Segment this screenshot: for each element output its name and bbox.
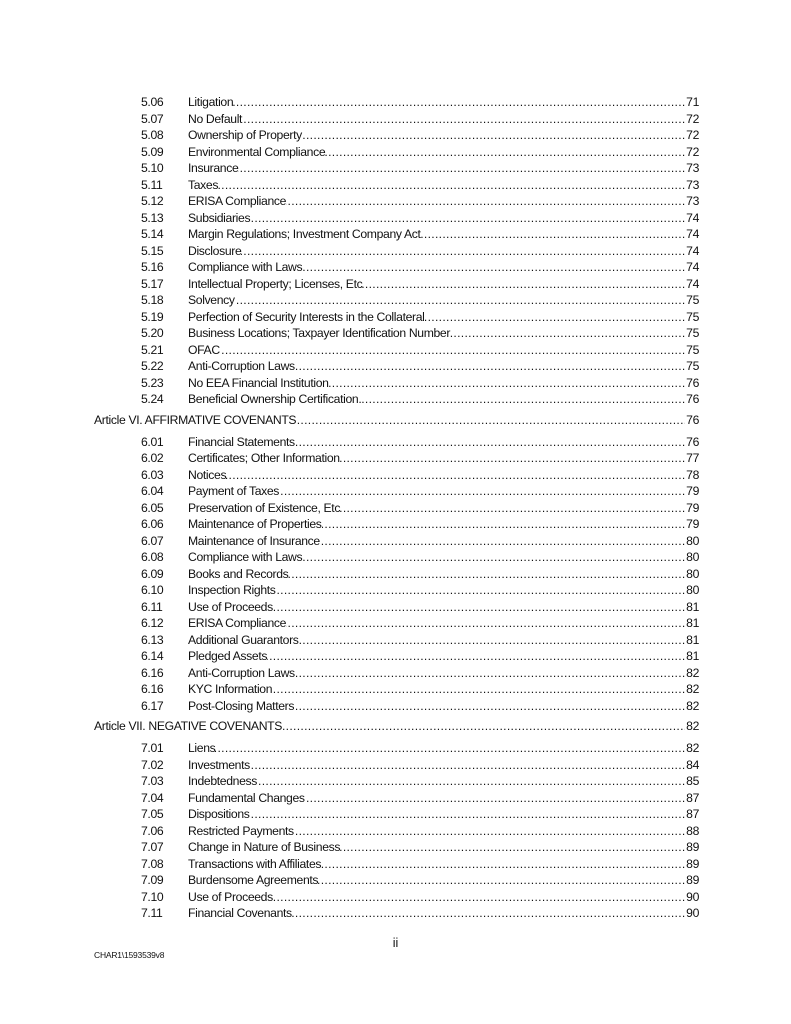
toc-entry-number: 5.18 bbox=[141, 293, 164, 307]
toc-entry-number: 5.07 bbox=[141, 111, 164, 126]
toc-entry-number: 5.20 bbox=[141, 326, 164, 340]
toc-entry-number: 7.08 bbox=[141, 856, 164, 871]
toc-entry-title-wrap bbox=[188, 648, 698, 665]
toc-entry-page: 85 bbox=[686, 774, 699, 788]
toc-entry-title: Certificates; Other Information bbox=[188, 451, 340, 465]
toc-entry-title-wrap bbox=[188, 467, 698, 484]
toc-entry-title-wrap bbox=[188, 582, 698, 599]
toc-entry-title: Business Locations; Taxpayer Identification Number bbox=[188, 326, 451, 340]
toc-entry-title-wrap bbox=[188, 276, 698, 293]
toc-entry-title-wrap bbox=[188, 292, 698, 309]
toc-entry-title: Notices bbox=[188, 467, 227, 482]
toc-entry[interactable] bbox=[0, 276, 791, 293]
toc-entry-page: 80 bbox=[686, 533, 699, 548]
toc-entry-title: Investments bbox=[188, 757, 250, 772]
toc-entry[interactable] bbox=[0, 358, 791, 375]
toc-entry-title-wrap bbox=[188, 193, 698, 210]
toc-entry-page: 79 bbox=[686, 517, 699, 531]
toc-group-article-7 bbox=[0, 740, 791, 922]
toc-entry-title: Financial Covenants bbox=[188, 906, 292, 920]
toc-entry-number: 6.16 bbox=[141, 682, 164, 696]
toc-entry-page: 75 bbox=[686, 293, 699, 307]
toc-entry[interactable] bbox=[0, 111, 791, 128]
toc-entry-title: Post-Closing Matters bbox=[188, 698, 295, 713]
document-id: CHAR1\1593539v8 bbox=[94, 950, 165, 960]
toc-entry-title: No Default bbox=[188, 111, 243, 126]
toc-entry-number: 6.16 bbox=[141, 665, 164, 680]
toc-entry[interactable] bbox=[0, 599, 791, 616]
toc-entry-number: 6.06 bbox=[141, 517, 164, 531]
toc-entry-title-wrap bbox=[188, 615, 698, 632]
toc-entry-page: 80 bbox=[686, 566, 699, 581]
toc-entry-number: 5.16 bbox=[141, 260, 164, 274]
toc-entry-title-wrap bbox=[188, 665, 698, 682]
toc-entry-title: Compliance with Laws bbox=[188, 260, 303, 274]
toc-entry-title: ERISA Compliance bbox=[188, 194, 287, 208]
toc-entry-number: 6.13 bbox=[141, 632, 164, 647]
toc-entry-number: 6.10 bbox=[141, 583, 164, 597]
toc-entry-page: 73 bbox=[686, 194, 699, 208]
toc-entry[interactable] bbox=[0, 839, 791, 856]
toc-entry-title-wrap bbox=[188, 856, 698, 873]
toc-entry-title: Disclosure bbox=[188, 243, 242, 258]
toc-entry-title: KYC Information bbox=[188, 682, 273, 696]
toc-entry-title-wrap bbox=[188, 889, 698, 906]
toc-entry-page: 80 bbox=[686, 583, 699, 597]
toc-entry-title-wrap bbox=[188, 516, 698, 533]
toc-entry-title: Additional Guarantors bbox=[188, 632, 299, 647]
toc-entry-page: 80 bbox=[686, 550, 699, 564]
toc-entry-page: 89 bbox=[686, 856, 699, 871]
toc-entry-title: Restricted Payments bbox=[188, 823, 294, 838]
toc-entry-page: 72 bbox=[686, 144, 699, 159]
toc-entry-title-wrap bbox=[188, 243, 698, 260]
toc-entry-number: 7.01 bbox=[141, 741, 164, 755]
toc-entry-title-wrap bbox=[188, 450, 698, 467]
toc-entry-page: 87 bbox=[686, 790, 699, 805]
toc-entry-title-wrap bbox=[188, 566, 698, 583]
toc-entry-page: 72 bbox=[686, 111, 699, 126]
toc-entry-number: 7.10 bbox=[141, 889, 164, 904]
toc-entry-title-wrap bbox=[188, 144, 698, 161]
toc-entry[interactable] bbox=[0, 533, 791, 550]
toc-entry-title: Environmental Compliance bbox=[188, 144, 326, 159]
toc-entry[interactable] bbox=[0, 226, 791, 243]
toc-entry[interactable] bbox=[0, 160, 791, 177]
toc-entry-title: Use of Proceeds bbox=[188, 889, 273, 904]
toc-entry-page: 89 bbox=[686, 840, 699, 854]
toc-entry-title-wrap bbox=[188, 434, 698, 451]
table-of-contents bbox=[0, 94, 791, 922]
toc-entry-title-wrap bbox=[188, 740, 698, 757]
toc-entry-page: 73 bbox=[686, 161, 699, 175]
toc-entry-title-wrap bbox=[94, 412, 698, 429]
toc-entry[interactable] bbox=[0, 856, 791, 873]
toc-entry-number: 5.15 bbox=[141, 243, 164, 258]
toc-entry-title-wrap bbox=[188, 177, 698, 194]
toc-entry-title: Pledged Assets bbox=[188, 649, 268, 663]
toc-entry[interactable] bbox=[0, 806, 791, 823]
toc-entry-title: Inspection Rights bbox=[188, 583, 276, 597]
toc-entry-title: ERISA Compliance bbox=[188, 616, 287, 630]
toc-entry[interactable] bbox=[0, 681, 791, 698]
toc-entry-number: 6.04 bbox=[141, 484, 164, 498]
toc-entry-title: Litigation bbox=[188, 95, 234, 109]
toc-entry-title: Ownership of Property bbox=[188, 128, 302, 142]
toc-entry-number: 6.08 bbox=[141, 550, 164, 564]
toc-entry-title-wrap bbox=[188, 358, 698, 375]
toc-entry-page: 77 bbox=[686, 451, 699, 465]
toc-entry[interactable] bbox=[0, 905, 791, 922]
toc-entry-page: 81 bbox=[686, 599, 699, 614]
toc-entry-page: 90 bbox=[686, 906, 699, 920]
toc-entry-title-wrap bbox=[188, 823, 698, 840]
toc-entry[interactable] bbox=[0, 127, 791, 144]
toc-entry-number: 5.23 bbox=[141, 375, 164, 390]
toc-entry-number: 5.24 bbox=[141, 392, 164, 406]
toc-entry[interactable] bbox=[0, 516, 791, 533]
toc-entry[interactable] bbox=[0, 549, 791, 566]
toc-entry[interactable] bbox=[0, 342, 791, 359]
toc-entry-number: 6.12 bbox=[141, 616, 164, 630]
toc-entry-title: Liens bbox=[188, 741, 216, 755]
toc-entry-page: 76 bbox=[686, 392, 699, 406]
toc-entry-page: 74 bbox=[686, 243, 699, 258]
toc-entry-number: 5.08 bbox=[141, 128, 164, 142]
toc-entry-title: Intellectual Property; Licenses, Etc bbox=[188, 276, 363, 291]
toc-entry-title: Insurance bbox=[188, 161, 239, 175]
toc-entry-page: 73 bbox=[686, 177, 699, 192]
toc-entry-title: Indebtedness bbox=[188, 774, 257, 788]
toc-entry[interactable] bbox=[0, 665, 791, 682]
toc-entry-page: 81 bbox=[686, 632, 699, 647]
toc-entry-number: 6.11 bbox=[141, 599, 163, 614]
toc-entry-page: 82 bbox=[686, 682, 699, 696]
toc-entry-title: Compliance with Laws bbox=[188, 550, 303, 564]
toc-entry-page: 75 bbox=[686, 309, 699, 324]
toc-entry-page: 75 bbox=[686, 359, 699, 373]
toc-entry-title: Subsidiaries bbox=[188, 210, 251, 225]
toc-entry-page: 82 bbox=[686, 741, 699, 755]
toc-entry[interactable] bbox=[0, 889, 791, 906]
toc-entry-page: 74 bbox=[686, 276, 699, 291]
toc-entry[interactable] bbox=[0, 648, 791, 665]
toc-entry[interactable] bbox=[0, 210, 791, 227]
toc-entry-title-wrap bbox=[188, 259, 698, 276]
toc-entry-title-wrap bbox=[188, 839, 698, 856]
toc-article-title: Article VII. NEGATIVE COVENANTS bbox=[94, 719, 283, 733]
toc-entry[interactable] bbox=[0, 467, 791, 484]
toc-entry-title: Books and Records bbox=[188, 566, 289, 581]
toc-entry-page: 89 bbox=[686, 873, 699, 887]
toc-entry-title: Beneficial Ownership Certification. bbox=[188, 392, 362, 406]
toc-entry-page: 81 bbox=[686, 649, 699, 663]
toc-entry[interactable] bbox=[0, 483, 791, 500]
toc-entry-page: 76 bbox=[686, 434, 699, 449]
toc-entry-page: 88 bbox=[686, 823, 699, 838]
toc-entry-number: 7.03 bbox=[141, 774, 164, 788]
toc-entry-title: Perfection of Security Interests in the Collateral bbox=[188, 309, 425, 324]
toc-entry-title: Burdensome Agreements bbox=[188, 873, 319, 887]
toc-entry-title: Dispositions bbox=[188, 807, 250, 821]
toc-entry[interactable] bbox=[0, 259, 791, 276]
toc-entry-number: 7.09 bbox=[141, 873, 164, 887]
toc-entry-title-wrap bbox=[188, 549, 698, 566]
toc-entry-page: 87 bbox=[686, 807, 699, 821]
toc-entry-number: 7.05 bbox=[141, 807, 164, 821]
toc-entry-title-wrap bbox=[188, 160, 698, 177]
toc-entry-number: 6.05 bbox=[141, 500, 164, 515]
toc-entry-page: 84 bbox=[686, 757, 699, 772]
toc-entry-page: 74 bbox=[686, 260, 699, 274]
toc-entry[interactable] bbox=[0, 144, 791, 161]
toc-entry-title: Anti-Corruption Laws bbox=[188, 665, 295, 680]
toc-entry[interactable] bbox=[0, 872, 791, 889]
toc-entry-number: 5.10 bbox=[141, 161, 164, 175]
toc-entry-number: 5.21 bbox=[141, 342, 164, 357]
toc-entry[interactable] bbox=[0, 325, 791, 342]
toc-entry-number: 6.03 bbox=[141, 467, 164, 482]
toc-entry[interactable] bbox=[0, 292, 791, 309]
toc-entry-page: 74 bbox=[686, 210, 699, 225]
toc-entry[interactable] bbox=[0, 698, 791, 715]
toc-entry[interactable] bbox=[0, 566, 791, 583]
toc-entry-page: 78 bbox=[686, 467, 699, 482]
toc-entry-number: 5.06 bbox=[141, 95, 164, 109]
toc-entry-title: Payment of Taxes bbox=[188, 484, 280, 498]
toc-entry-title-wrap bbox=[188, 375, 698, 392]
toc-entry-page: 82 bbox=[686, 665, 699, 680]
toc-entry[interactable] bbox=[0, 740, 791, 757]
toc-entry-title: OFAC bbox=[188, 342, 220, 357]
toc-article-heading[interactable] bbox=[0, 412, 791, 429]
toc-entry-page: 75 bbox=[686, 342, 699, 357]
toc-group-article-5 bbox=[0, 94, 791, 408]
toc-entry[interactable] bbox=[0, 243, 791, 260]
toc-entry-page: 71 bbox=[686, 95, 699, 109]
toc-entry-title: Margin Regulations; Investment Company Act bbox=[188, 227, 421, 241]
toc-entry[interactable] bbox=[0, 309, 791, 326]
toc-entry-number: 7.07 bbox=[141, 840, 164, 854]
toc-entry[interactable] bbox=[0, 434, 791, 451]
toc-entry-title: No EEA Financial Institution bbox=[188, 375, 329, 390]
toc-entry-title-wrap bbox=[188, 806, 698, 823]
toc-entry-page: 76 bbox=[686, 375, 699, 390]
toc-article-page: 76 bbox=[686, 412, 699, 427]
toc-entry-number: 7.02 bbox=[141, 757, 164, 772]
toc-entry[interactable] bbox=[0, 500, 791, 517]
toc-entry-title: Taxes bbox=[188, 177, 219, 192]
toc-entry-number: 5.22 bbox=[141, 359, 164, 373]
toc-entry-number: 7.04 bbox=[141, 790, 164, 805]
page-number: ii bbox=[392, 936, 399, 950]
toc-entry-title: Maintenance of Properties bbox=[188, 517, 322, 531]
toc-entry-title-wrap bbox=[188, 483, 698, 500]
toc-entry-number: 5.09 bbox=[141, 144, 164, 159]
toc-entry-page: 90 bbox=[686, 889, 699, 904]
toc-entry[interactable] bbox=[0, 632, 791, 649]
toc-entry-number: 6.17 bbox=[141, 698, 164, 713]
toc-entry[interactable] bbox=[0, 375, 791, 392]
toc-entry-title-wrap bbox=[188, 698, 698, 715]
toc-entry-page: 79 bbox=[686, 484, 699, 498]
toc-entry-title-wrap bbox=[188, 226, 698, 243]
toc-entry[interactable] bbox=[0, 790, 791, 807]
toc-article-heading[interactable] bbox=[0, 718, 791, 735]
toc-entry-page: 72 bbox=[686, 128, 699, 142]
toc-entry-title-wrap bbox=[188, 325, 698, 342]
toc-entry-number: 5.14 bbox=[141, 227, 164, 241]
toc-entry-number: 5.17 bbox=[141, 276, 164, 291]
toc-entry-page: 81 bbox=[686, 616, 699, 630]
toc-entry-number: 6.09 bbox=[141, 566, 164, 581]
toc-entry-number: 5.12 bbox=[141, 194, 164, 208]
toc-entry-title: Preservation of Existence, Etc bbox=[188, 500, 341, 515]
toc-entry-number: 6.14 bbox=[141, 649, 164, 663]
toc-entry-number: 7.06 bbox=[141, 823, 164, 838]
toc-entry-title-wrap bbox=[188, 391, 698, 408]
toc-entry[interactable] bbox=[0, 450, 791, 467]
toc-entry-title: Use of Proceeds bbox=[188, 599, 273, 614]
toc-entry-number: 7.11 bbox=[141, 906, 163, 920]
toc-entry-title: Transactions with Affiliates bbox=[188, 856, 322, 871]
toc-entry-title-wrap bbox=[188, 773, 698, 790]
toc-entry-number: 6.01 bbox=[141, 434, 164, 449]
toc-entry-title-wrap bbox=[188, 500, 698, 517]
toc-entry-title: Fundamental Changes bbox=[188, 790, 305, 805]
toc-entry-title: Solvency bbox=[188, 293, 235, 307]
toc-group-article-6 bbox=[0, 434, 791, 715]
toc-entry-title: Financial Statements bbox=[188, 434, 295, 449]
toc-entry-title-wrap bbox=[188, 309, 698, 326]
toc-entry-title-wrap bbox=[188, 533, 698, 550]
toc-entry-number: 6.02 bbox=[141, 451, 164, 465]
toc-entry-number: 5.13 bbox=[141, 210, 164, 225]
toc-entry-title-wrap bbox=[188, 210, 698, 227]
toc-entry[interactable] bbox=[0, 582, 791, 599]
toc-entry-title: Maintenance of Insurance bbox=[188, 533, 320, 548]
toc-entry-title-wrap bbox=[188, 342, 698, 359]
toc-entry-title-wrap bbox=[188, 94, 698, 111]
toc-entry[interactable] bbox=[0, 94, 791, 111]
toc-entry-title-wrap bbox=[188, 681, 698, 698]
toc-entry[interactable] bbox=[0, 615, 791, 632]
toc-entry-title-wrap bbox=[188, 632, 698, 649]
toc-entry-page: 74 bbox=[686, 227, 699, 241]
toc-entry-title-wrap bbox=[188, 599, 698, 616]
toc-entry[interactable] bbox=[0, 757, 791, 774]
toc-entry-page: 75 bbox=[686, 326, 699, 340]
toc-entry[interactable] bbox=[0, 193, 791, 210]
toc-entry-title-wrap bbox=[94, 718, 698, 735]
toc-entry-page: 82 bbox=[686, 698, 699, 713]
toc-entry-title: Change in Nature of Business bbox=[188, 840, 341, 854]
toc-entry-number: 6.07 bbox=[141, 533, 164, 548]
toc-article-title: Article VI. AFFIRMATIVE COVENANTS bbox=[94, 412, 297, 427]
toc-entry-title-wrap bbox=[188, 127, 698, 144]
toc-article-page: 82 bbox=[686, 719, 699, 733]
toc-entry-title-wrap bbox=[188, 111, 698, 128]
toc-entry-page: 79 bbox=[686, 500, 699, 515]
toc-entry-title: Anti-Corruption Laws bbox=[188, 359, 295, 373]
toc-entry-title-wrap bbox=[188, 905, 698, 922]
toc-entry-title-wrap bbox=[188, 757, 698, 774]
toc-entry-title-wrap bbox=[188, 790, 698, 807]
toc-entry-number: 5.11 bbox=[141, 177, 163, 192]
toc-entry-title-wrap bbox=[188, 872, 698, 889]
toc-entry[interactable] bbox=[0, 177, 791, 194]
toc-entry-number: 5.19 bbox=[141, 309, 164, 324]
toc-entry[interactable] bbox=[0, 823, 791, 840]
toc-entry[interactable] bbox=[0, 391, 791, 408]
toc-entry[interactable] bbox=[0, 773, 791, 790]
